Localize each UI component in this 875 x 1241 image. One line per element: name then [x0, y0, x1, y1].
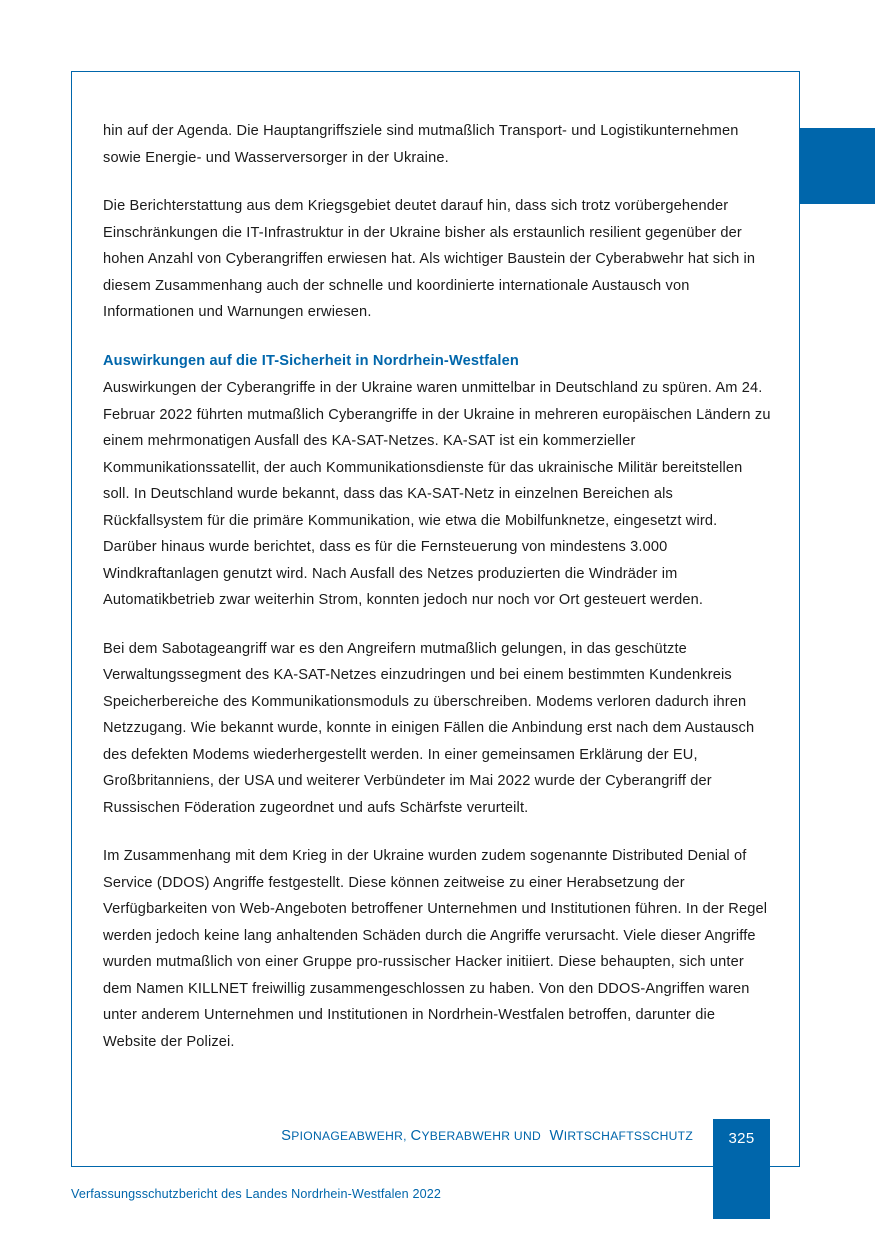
section-block	[103, 348, 771, 614]
running-head-part3-rest: IRTSCHAFTSSCHUTZ	[563, 1129, 693, 1143]
running-head-part1-rest: PIONAGEABWEHR	[291, 1129, 404, 1143]
section-heading: Auswirkungen auf die IT-Sicherheit in Nordrhein-Westfalen	[103, 352, 519, 369]
page-footer-area	[103, 1128, 771, 1150]
running-head-part2-cap: C	[410, 1128, 422, 1144]
page-number: 325	[728, 1130, 755, 1147]
paragraph-sabotage-attack: Bei dem Sabotageangriff war es den Angreifern mutmaßlich gelungen, in das geschützte Verwaltungssegment des KA-SAT-Netzes einzudringen und bei einem bestimmten Kundenkreis Speicherbereiche des Kommunikationsmoduls zu überschreiben. Modems verloren dadurch ihren Netzzugang. Wie bekannt wurde, konnte in einigen Fällen die Anbindung erst nach dem Austausch des defekten Modems wiederhergestellt werden. In einer gemeinsamen Erklärung der EU, Großbritanniens, der USA und weiterer Verbündeter im Mai 2022 wurde der Cyberangriff der Russischen Föderation zugeordnet und aufs Schärfste verurteilt.	[103, 640, 755, 816]
running-head	[281, 1128, 693, 1144]
paragraph-intro-continuation: hin auf der Agenda. Die Hauptangriffsziele sind mutmaßlich Transport- und Logistikunternehmen sowie Energie- und Wasserversorger in der Ukraine.	[103, 123, 739, 166]
document-footer-text: Verfassungsschutzbericht des Landes Nordrhein-Westfalen 2022	[71, 1187, 441, 1201]
running-head-part1-cap: S	[281, 1128, 292, 1144]
paragraph-reporting-war-area: Die Berichterstattung aus dem Kriegsgebiet deutet darauf hin, dass sich trotz vorübergehender Einschränkungen die IT-Infrastruktur in der Ukraine bisher als erstaunlich resilient gegenüber der hohen Anzahl von Cyberangriffen erwiesen hat. Als wichtiger Baustein der Cyberabwehr hat sich in diesem Zusammenhang auch der schnelle und koordinierte internationale Austausch von Informationen und Warnungen erwiesen.	[103, 198, 756, 320]
text-column	[103, 118, 771, 1055]
running-head-comma: ,	[403, 1129, 411, 1143]
running-head-part2-rest: YBERABWEHR UND	[421, 1129, 541, 1143]
paragraph-ddos: Im Zusammenhang mit dem Krieg in der Ukraine wurden zudem sogenannte Distributed Denial of Service (DDOS) Angriffe festgestellt. Diese können zeitweise zu einer Herabsetzung der Verfügbarkeiten von Web-Angeboten betroffener Unternehmen und Institutionen führen. In der Regel werden jedoch keine lang anhaltenden Schäden durch die Angriffe verursacht. Viele dieser Angriffe wurden mutmaßlich von einer Gruppe pro-russischer Hacker initiiert. Diese behaupten, sich unter dem Namen KILLNET freiwillig zusammengeschlossen zu haben. Von den DDOS-Angriffen waren unter anderem Unternehmen und Institutionen in Nordrhein-Westfalen betroffen, darunter die Website der Polizei.	[103, 848, 768, 1050]
paragraph-ka-sat: Auswirkungen der Cyberangriffe in der Ukraine waren unmittelbar in Deutschland zu spüren. Am 24. Februar 2022 führten mutmaßlich Cyberangriffe in der Ukraine in mehreren europäischen Ländern zu einem mehrmonatigen Ausfall des KA-SAT-Netzes. KA-SAT ist ein kommerzieller Kommunikationssatellit, der auch Kommunikationsdienste für das ukrainische Militär bereitstellen soll. In Deutschland wurde bekannt, dass das KA-SAT-Netz in einzelnen Bereichen als Rückfallsystem für die primäre Kommunikation, wie etwa die Mobilfunknetze, eingesetzt wird. Darüber hinaus wurde berichtet, dass es für die Fernsteuerung von mindestens 3.000 Windkraftanlagen genutzt wird. Nach Ausfall des Netzes produzierten die Windräder im Automatikbetrieb zwar weiterhin Strom, konnten jedoch nur noch vor Ort gesteuert werden.	[103, 380, 771, 608]
edge-accent-tab	[800, 128, 875, 204]
running-head-part3-cap: W	[549, 1128, 564, 1144]
